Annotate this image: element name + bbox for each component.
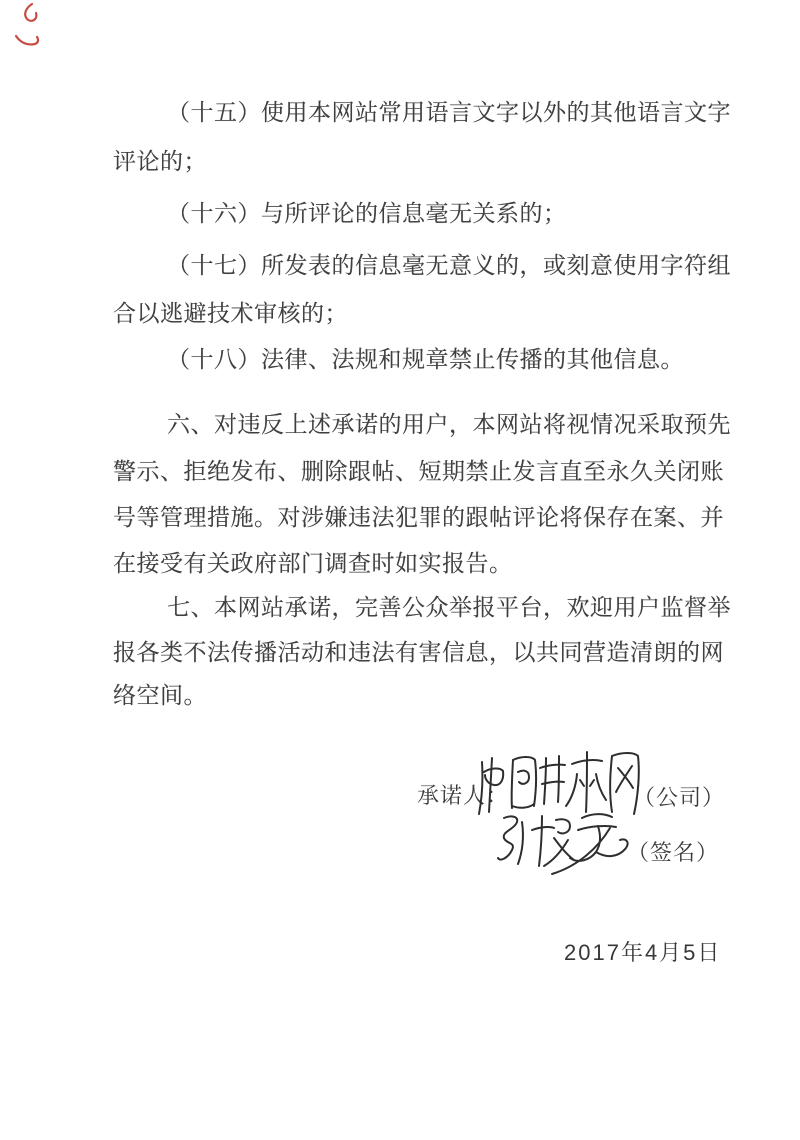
promiser-label: 承诺人： (417, 783, 510, 808)
body-line: 合以逃避技术审核的； (113, 301, 348, 326)
body-line: 六、对违反上述承诺的用户，本网站将视情况采取预先 (167, 412, 731, 437)
company-suffix-label: （公司） (633, 785, 726, 810)
body-line: 络空间。 (113, 683, 207, 708)
handwritten-name-signature (494, 808, 644, 878)
body-line: 在接受有关政府部门调查时如实报告。 (113, 551, 513, 576)
body-line: 号等管理措施。对涉嫌违法犯罪的跟帖评论将保存在案、并 (113, 505, 724, 530)
body-line: 报各类不法传播活动和违法有害信息，以共同营造清朗的网 (113, 640, 724, 665)
body-line: （十八）法律、法规和规章禁止传播的其他信息。 (167, 347, 684, 372)
body-line: 警示、拒绝发布、删除跟帖、短期禁止发言直至永久关闭账 (113, 459, 724, 484)
body-line: （十六）与所评论的信息毫无关系的； (167, 201, 567, 226)
sign-suffix-label: （签名） (627, 840, 720, 865)
body-line: （十七）所发表的信息毫无意义的，或刻意使用字符组 (167, 253, 731, 278)
red-pen-mark-icon (10, 0, 60, 60)
body-line: 评论的； (113, 149, 207, 174)
body-line: （十五）使用本网站常用语言文字以外的其他语言文字 (167, 100, 731, 125)
document-date: 2017年4月5日 (564, 940, 722, 965)
body-line: 七、本网站承诺，完善公众举报平台，欢迎用户监督举 (167, 595, 731, 620)
